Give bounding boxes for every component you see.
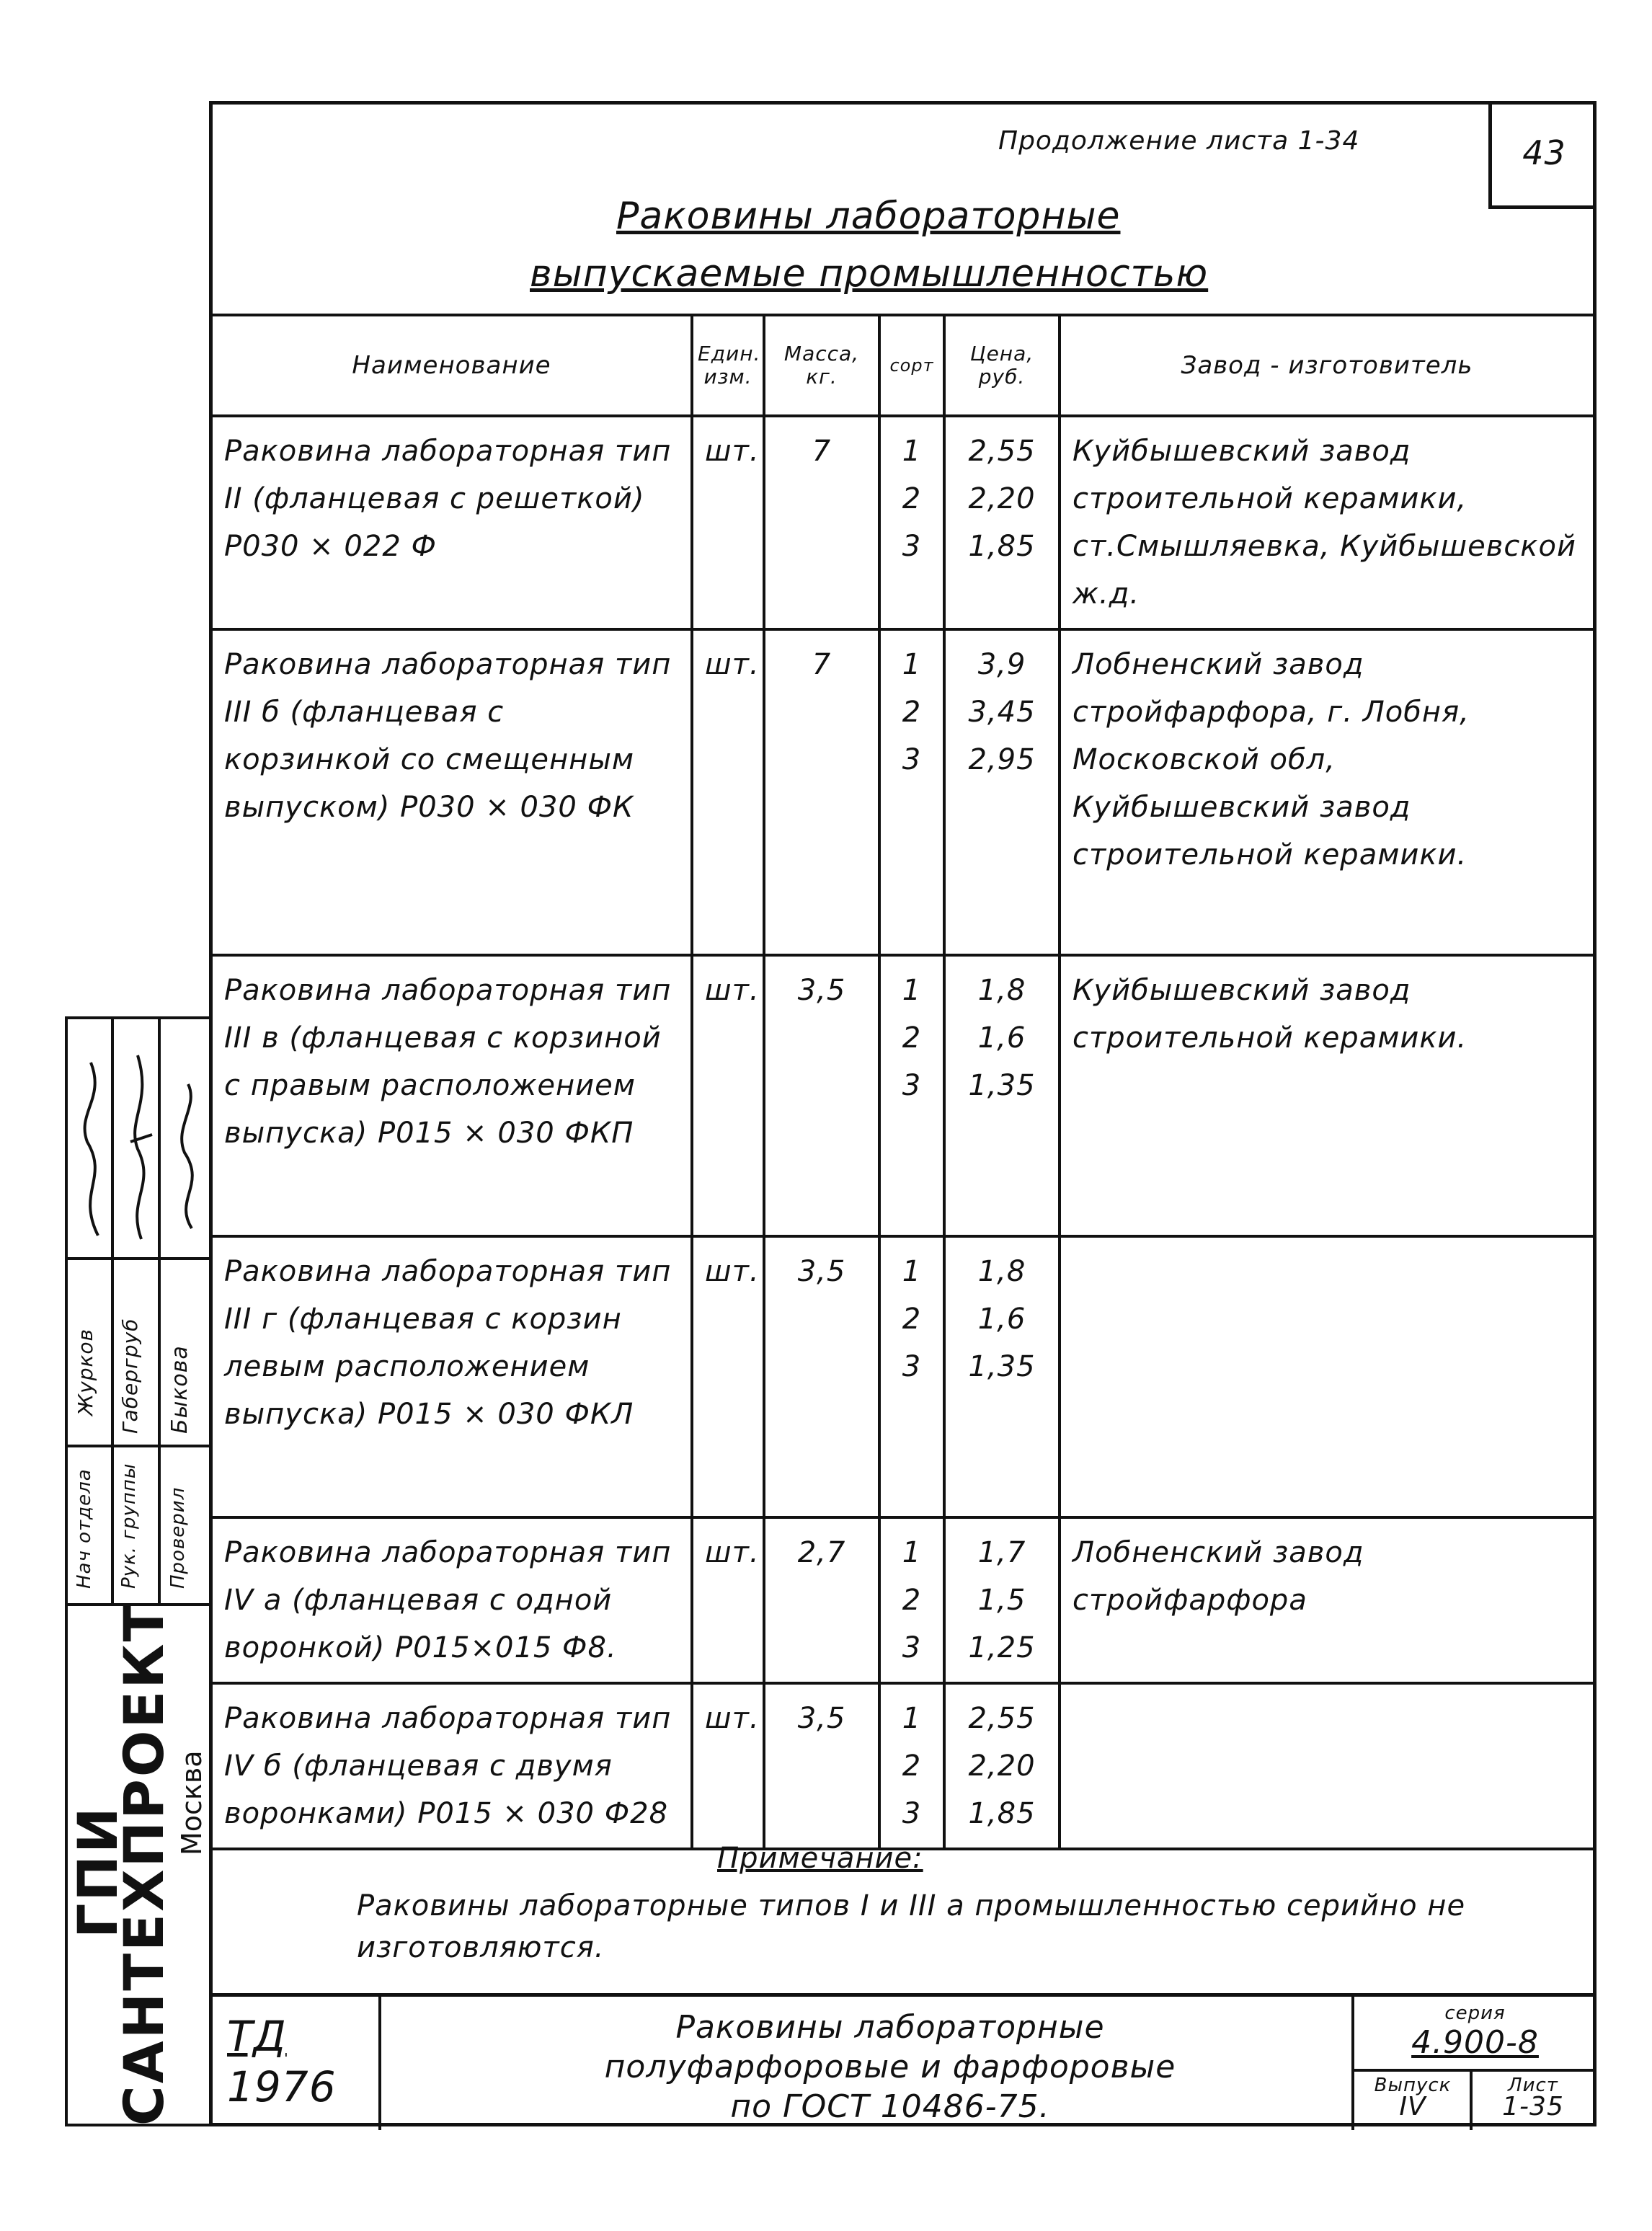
document-title-line-2: полуфарфоровые и фарфоровые xyxy=(604,2049,1176,2085)
price-value: 1,5 xyxy=(977,1584,1026,1617)
signature-2 xyxy=(130,1055,152,1239)
signature-1 xyxy=(85,1063,98,1236)
td-mark-label: ТД xyxy=(227,2012,287,2061)
note-title: Примечание: xyxy=(717,1842,923,1875)
sinks-table xyxy=(213,314,1593,1850)
stamp-name: Габергруб xyxy=(118,1318,142,1434)
document-title-line-3: по ГОСТ 10486-75. xyxy=(730,2088,1050,2125)
issue-value: IV xyxy=(1399,2092,1426,2121)
price-value: 1,85 xyxy=(968,1797,1036,1830)
price-value: 3,9 xyxy=(977,648,1026,681)
sort-value: 2 xyxy=(902,696,922,729)
sheet-value: 1-35 xyxy=(1502,2092,1564,2121)
item-unit: шт. xyxy=(692,629,764,955)
issue-label: Выпуск xyxy=(1374,2075,1452,2096)
item-sorts xyxy=(879,955,944,1236)
price-value: 1,35 xyxy=(968,1069,1036,1102)
sort-value: 3 xyxy=(902,1797,922,1830)
price-value: 1,8 xyxy=(977,974,1026,1007)
item-mass: 3,5 xyxy=(764,1236,879,1517)
issue-sheet-divider xyxy=(1470,2069,1473,2130)
sort-value: 2 xyxy=(902,1749,922,1783)
sort-value: 1 xyxy=(902,1536,922,1569)
price-value: 2,95 xyxy=(968,743,1036,776)
item-manufacturer: Лобненский завод стройфарфора xyxy=(1060,1517,1593,1683)
sort-value: 2 xyxy=(902,482,922,515)
sort-value: 1 xyxy=(902,435,922,468)
td-mark-year: 1976 xyxy=(227,2062,337,2111)
col-header-sort: сорт xyxy=(879,315,944,416)
item-prices xyxy=(944,955,1060,1236)
price-value: 2,20 xyxy=(968,482,1036,515)
price-value: 1,8 xyxy=(977,1255,1026,1288)
approval-stamp xyxy=(65,1016,213,2126)
series-value: 4.900-8 xyxy=(1411,2024,1539,2061)
sort-value: 1 xyxy=(902,1255,922,1288)
item-mass: 7 xyxy=(764,416,879,629)
item-manufacturer xyxy=(1060,1683,1593,1849)
title-line-1: Раковины лабораторные xyxy=(616,195,1121,238)
item-unit: шт. xyxy=(692,955,764,1236)
item-prices xyxy=(944,1236,1060,1517)
price-value: 1,6 xyxy=(977,1021,1026,1055)
continuation-label: Продолжение листа 1-34 xyxy=(998,126,1360,156)
item-unit: шт. xyxy=(692,1517,764,1683)
sort-value: 3 xyxy=(902,743,922,776)
sort-value: 2 xyxy=(902,1021,922,1055)
series-label: серия xyxy=(1444,2002,1506,2024)
table-row xyxy=(213,955,1593,1236)
item-manufacturer: Лобненский завод стройфарфора, г. Лобня, Московской обл, Куйбышевский завод строительной керамики. xyxy=(1060,629,1593,955)
table-header-row xyxy=(213,315,1593,416)
note-text: Раковины лабораторные типов I и III а промышленностью серийно не изготовляются. xyxy=(357,1889,1466,1964)
price-value: 2,20 xyxy=(968,1749,1036,1783)
item-mass: 3,5 xyxy=(764,1683,879,1849)
stamp-row-divider xyxy=(68,1257,212,1260)
item-sorts xyxy=(879,1236,944,1517)
sort-value: 1 xyxy=(902,974,922,1007)
organization-line-2: САНТЕХПРОЕКТ xyxy=(112,1602,176,2126)
sort-value: 3 xyxy=(902,1069,922,1102)
item-manufacturer: Куйбышевский завод строительной керамики. xyxy=(1060,955,1593,1236)
item-name: Раковина лабораторная тип III б (фланцевая с корзинкой со смещенным выпуском) Р030 × 030 ФК xyxy=(213,629,692,955)
item-mass: 7 xyxy=(764,629,879,955)
price-value: 1,6 xyxy=(977,1303,1026,1336)
item-manufacturer xyxy=(1060,1236,1593,1517)
sheet-label: Лист xyxy=(1508,2075,1558,2096)
table-row xyxy=(213,629,1593,955)
signature-3 xyxy=(182,1084,192,1228)
price-value: 1,7 xyxy=(977,1536,1026,1569)
series-block xyxy=(1351,1997,1596,2130)
table-row xyxy=(213,1683,1593,1849)
table-row xyxy=(213,1517,1593,1683)
col-header-mass: Масса, кг. xyxy=(764,315,879,416)
sort-value: 2 xyxy=(902,1303,922,1336)
item-name: Раковина лабораторная тип IV а (фланцевая с одной воронкой) Р015×015 Ф8. xyxy=(213,1517,692,1683)
sort-value: 2 xyxy=(902,1584,922,1617)
stamp-name: Быкова xyxy=(167,1345,192,1434)
price-value: 1,85 xyxy=(968,530,1036,563)
sort-value: 3 xyxy=(902,530,922,563)
item-sorts xyxy=(879,1517,944,1683)
title-line-2: выпускаемые промышленностью xyxy=(530,252,1209,296)
price-value: 1,35 xyxy=(968,1350,1036,1383)
item-mass: 3,5 xyxy=(764,955,879,1236)
col-header-manufacturer: Завод - изготовитель xyxy=(1060,315,1593,416)
item-unit: шт. xyxy=(692,1683,764,1849)
col-header-price: Цена, руб. xyxy=(944,315,1060,416)
item-name: Раковина лабораторная тип III в (фланцевая с корзиной с правым расположением выпуска) Р015 × 030 ФКП xyxy=(213,955,692,1236)
item-prices xyxy=(944,1517,1060,1683)
organization-name xyxy=(66,1602,176,2126)
price-value: 2,55 xyxy=(968,1702,1036,1735)
item-name: Раковина лабораторная тип III г (фланцевая с корзин левым расположением выпуска) Р015 × 030 ФКЛ xyxy=(213,1236,692,1517)
document-title xyxy=(414,2008,1366,2126)
price-value: 3,45 xyxy=(968,696,1036,729)
table-row xyxy=(213,416,1593,629)
stamp-role: Рук. группы xyxy=(118,1463,140,1589)
item-unit: шт. xyxy=(692,416,764,629)
sort-value: 1 xyxy=(902,648,922,681)
organization-city: Москва xyxy=(176,1750,208,1855)
item-prices xyxy=(944,1683,1060,1849)
price-value: 1,25 xyxy=(968,1631,1036,1664)
item-manufacturer: Куйбышевский завод строительной керамики, ст.Смышляевка, Куйбышевской ж.д. xyxy=(1060,416,1593,629)
item-mass: 2,7 xyxy=(764,1517,879,1683)
item-sorts xyxy=(879,416,944,629)
stamp-role: Нач отдела xyxy=(74,1468,95,1589)
drawing-sheet xyxy=(209,101,1597,2126)
item-prices xyxy=(944,629,1060,955)
item-name: Раковина лабораторная тип II (фланцевая с решеткой) Р030 × 022 Ф xyxy=(213,416,692,629)
stamp-row-divider xyxy=(68,1445,212,1447)
sort-value: 3 xyxy=(902,1350,922,1383)
item-sorts xyxy=(879,1683,944,1849)
organization-line-1: ГПИ xyxy=(66,1805,130,1938)
td-mark xyxy=(227,2011,337,2112)
item-sorts xyxy=(879,629,944,955)
table-row xyxy=(213,1236,1593,1517)
col-header-unit: Един. изм. xyxy=(692,315,764,416)
stamp-role: Проверил xyxy=(167,1486,189,1589)
item-unit: шт. xyxy=(692,1236,764,1517)
sort-value: 1 xyxy=(902,1702,922,1735)
document-title-line-1: Раковины лабораторные xyxy=(675,2009,1105,2046)
item-prices xyxy=(944,416,1060,629)
col-header-name: Наименование xyxy=(213,315,692,416)
item-name: Раковина лабораторная тип IV б (фланцевая с двумя воронками) Р015 × 030 Ф28 xyxy=(213,1683,692,1849)
price-value: 2,55 xyxy=(968,435,1036,468)
title-block xyxy=(213,1993,1593,2130)
sort-value: 3 xyxy=(902,1631,922,1664)
title-block-divider xyxy=(378,1997,381,2130)
page-number: 43 xyxy=(1488,105,1597,209)
signatures xyxy=(69,1034,210,1250)
series-divider xyxy=(1354,2069,1596,2072)
stamp-name: Журков xyxy=(74,1328,97,1416)
